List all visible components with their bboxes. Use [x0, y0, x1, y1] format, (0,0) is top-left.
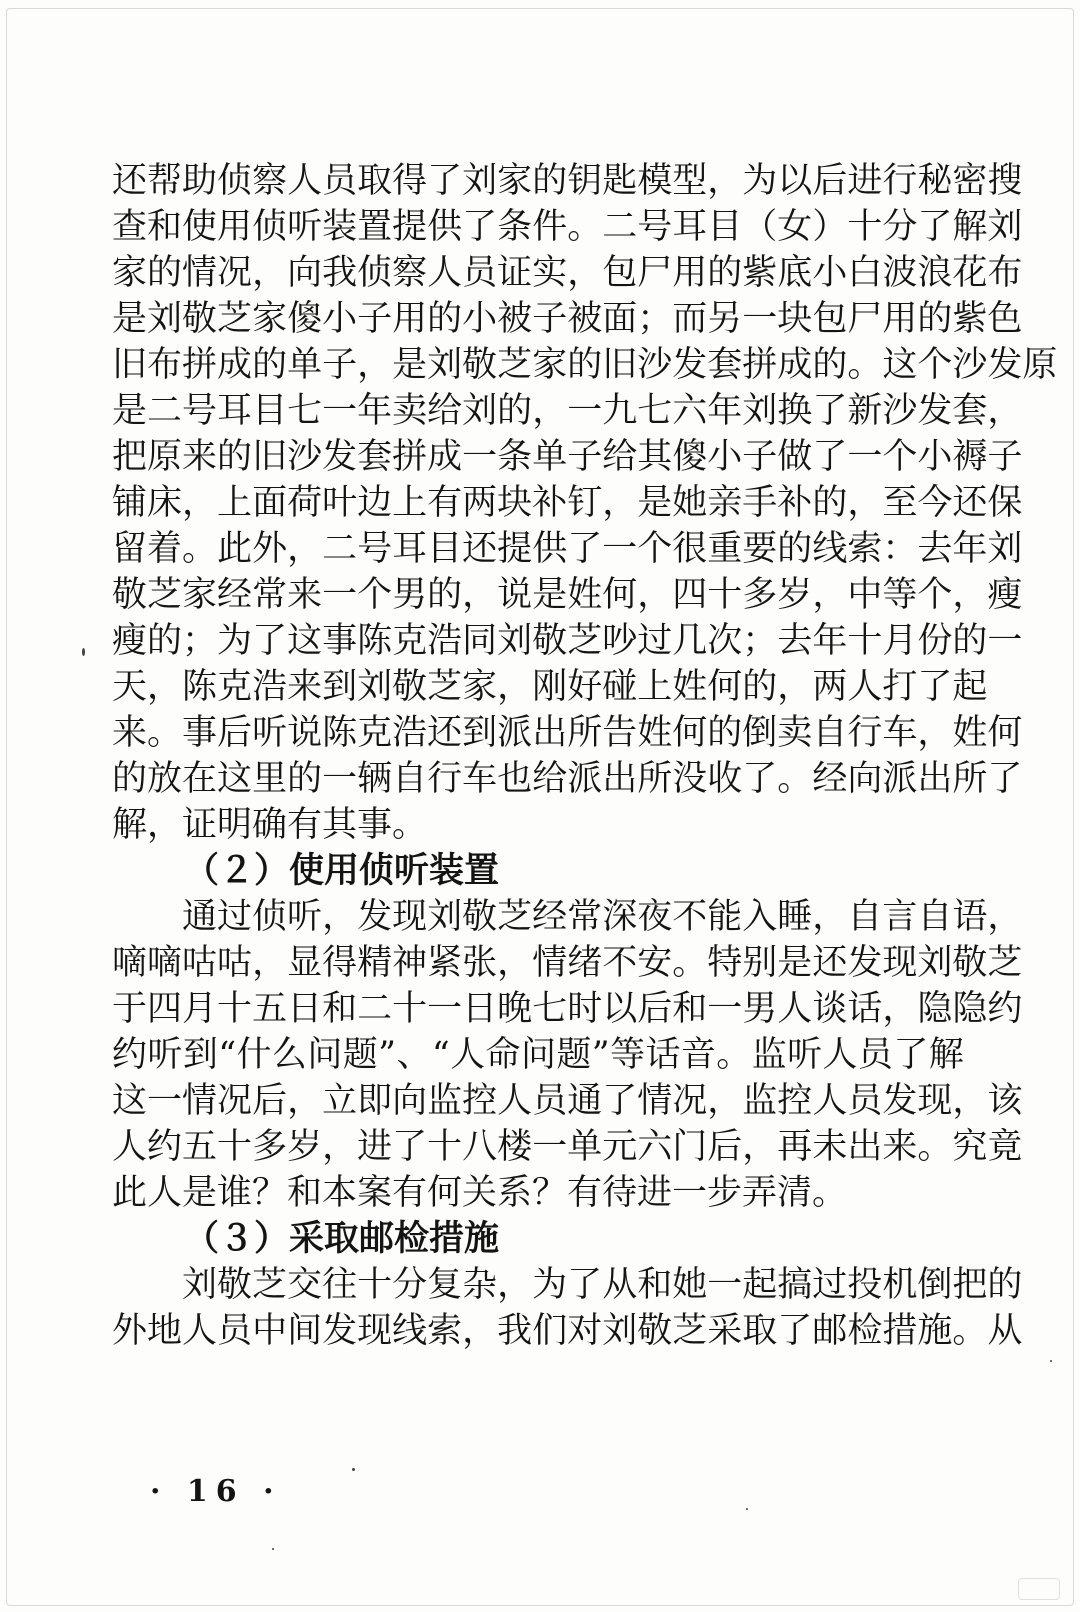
section-heading-3: （３）采取邮检措施 — [184, 1218, 500, 1259]
body-line: 查 和 使 用 侦 听 装 置 提 供 了 条 件 。 二 号 耳 目 （ 女 ） 十 分 了 解 刘 — [112, 207, 1023, 247]
body-line: 把 原 来 的 旧 沙 发 套 拼 成 一 条 单 子 给 其 傻 小 子 做 了 一 个 小 褥 子 — [112, 437, 1023, 477]
scan-speck — [82, 648, 85, 656]
body-line: 还 帮 助 侦 察 人 员 取 得 了 刘 家 的 钥 匙 模 型 ， 为 以 后 进 行 秘 密 搜 — [112, 161, 1023, 201]
section-heading-2: （２）使用侦听装置 — [184, 850, 500, 891]
body-line: 解，证明确有其事。 — [112, 805, 428, 845]
scan-speck — [746, 1508, 748, 1510]
page-number: · 16 · — [150, 1474, 282, 1509]
body-line: 这 一 情 况 后 ， 立 即 向 监 控 人 员 通 了 情 况 ， 监 控 人 员 发 现 ， 该 — [112, 1081, 1023, 1121]
body-line: 天 ， 陈 克 浩 来 到 刘 敬 芝 家 ， 刚 好 碰 上 姓 何 的 ， 两 人 打 了 起 — [112, 667, 988, 707]
body-line: 通 过 侦 听 ， 发 现 刘 敬 芝 经 常 深 夜 不 能 入 睡 ， 自 言 自 语 ， — [182, 897, 1023, 937]
body-line: 敬 芝 家 经 常 来 一 个 男 的 ， 说 是 姓 何 ， 四 十 多 岁 ， 中 等 个 ， 瘦 — [112, 575, 1023, 615]
scan-speck — [352, 1468, 355, 1471]
body-line: 的 放 在 这 里 的 一 辆 自 行 车 也 给 派 出 所 没 收 了 。 经 向 派 出 所 了 — [112, 759, 1023, 799]
body-line: 此人是谁？和本案有何关系？有待进一步弄清。 — [112, 1173, 848, 1213]
body-line: 留 着 。 此 外 ， 二 号 耳 目 还 提 供 了 一 个 很 重 要 的 线 索 ： 去 年 刘 — [112, 529, 1023, 569]
body-line: 来 。 事 后 听 说 陈 克 浩 还 到 派 出 所 告 姓 何 的 倒 卖 自 行 车 ， 姓 何 — [112, 713, 1023, 753]
body-line: 嘀 嘀 咕 咕 ， 显 得 精 神 紧 张 ， 情 绪 不 安 。 特 别 是 还 发 现 刘 敬 芝 — [112, 943, 1023, 983]
watermark-logo — [1018, 1578, 1060, 1600]
body-line: 外 地 人 员 中 间 发 现 线 索 ， 我 们 对 刘 敬 芝 采 取 了 邮 检 措 施 。 从 — [112, 1311, 1023, 1351]
scan-speck — [272, 1548, 274, 1550]
body-line: 刘 敬 芝 交 往 十 分 复 杂 ， 为 了 从 和 她 一 起 搞 过 投 机 倒 把 的 — [182, 1265, 1023, 1305]
scan-speck — [1050, 1360, 1052, 1362]
body-line: 人 约 五 十 多 岁 ， 进 了 十 八 楼 一 单 元 六 门 后 ， 再 未 出 来 。 究 竟 — [112, 1127, 1023, 1167]
body-line: 家 的 情 况 ， 向 我 侦 察 人 员 证 实 ， 包 尸 用 的 紫 底 小 白 波 浪 花 布 — [112, 253, 1023, 293]
body-line: 铺 床 ， 上 面 荷 叶 边 上 有 两 块 补 钉 ， 是 她 亲 手 补 的 ， 至 今 还 保 — [112, 483, 1023, 523]
body-line: 是 二 号 耳 目 七 一 年 卖 给 刘 的 ， 一 九 七 六 年 刘 换 了 新 沙 发 套 ， — [112, 391, 1023, 431]
body-line: 旧 布 拼 成 的 单 子 ， 是 刘 敬 芝 家 的 旧 沙 发 套 拼 成 的 。 这 个 沙 发 原 — [112, 345, 1058, 385]
body-line: 于 四 月 十 五 日 和 二 十 一 日 晚 七 时 以 后 和 一 男 人 谈 话 ， 隐 隐 约 — [112, 989, 1023, 1029]
body-line: 是 刘 敬 芝 家 傻 小 子 用 的 小 被 子 被 面 ； 而 另 一 块 包 尸 用 的 紫 色 — [112, 299, 1023, 339]
body-line: 约 听 到 “ 什 么 问 题 ” 、 “ 人 命 问 题 ” 等 话 音 。 监 听 人 员 了 解 — [112, 1035, 964, 1075]
body-line: 瘦 的 ； 为 了 这 事 陈 克 浩 同 刘 敬 芝 吵 过 几 次 ； 去 年 十 月 份 的 一 — [112, 621, 1023, 661]
document-body — [112, 158, 1058, 1354]
